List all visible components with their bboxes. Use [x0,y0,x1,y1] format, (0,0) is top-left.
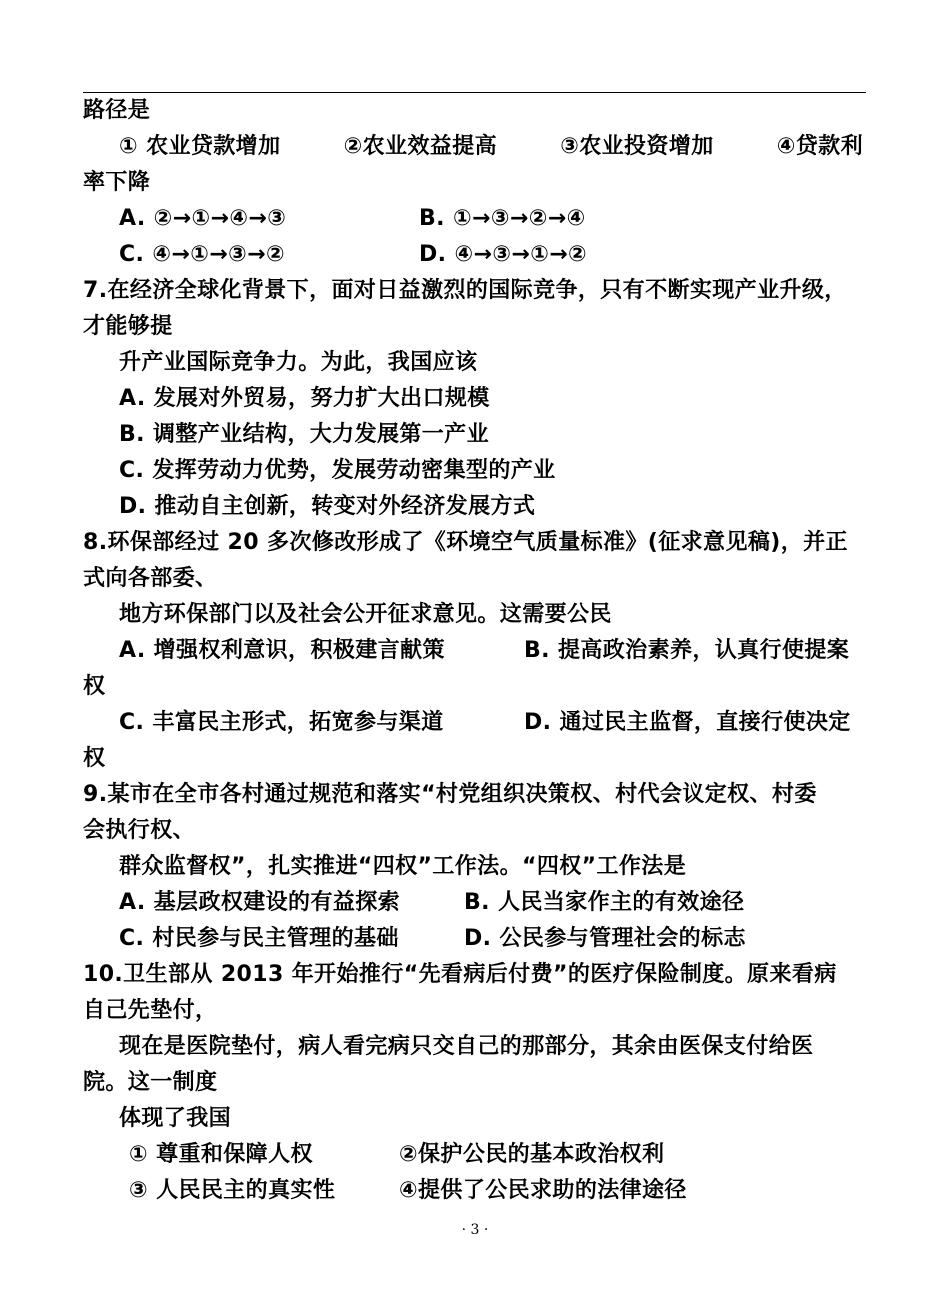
q8-option-c: C. 丰富民主形式，拓宽参与渠道 [119,710,444,735]
q7-stem-line-3: 升产业国际竞争力。为此，我国应该 [119,350,478,375]
page-content [83,93,873,1209]
q8-stem-line-2: 式向各部委、 [83,566,218,591]
q10-items-row-1 [83,1137,873,1173]
q6-option-a: A. ②→①→④→③ [119,206,287,231]
q9-option-c: C. 村民参与民主管理的基础 [119,926,399,951]
q7-stem-line-2: 才能够提 [83,314,173,339]
q6-option-b: B. ①→③→②→④ [419,206,586,231]
q10-stem-line-5: 体现了我国 [119,1106,232,1131]
q6-item-2: ②农业效益提高 [343,134,498,159]
q7-option-c: C. 发挥劳动力优势，发展劳动密集型的产业 [119,458,556,483]
q10-stem-line-4: 院。这一制度 [83,1070,218,1095]
q9-stem-line-3: 群众监督权”，扎实推进“四权”工作法。“四权”工作法是 [119,854,687,879]
q9-option-a: A. 基层政权建设的有益探索 [119,890,401,915]
q10-stem-line-3: 现在是医院垫付，病人看完病只交自己的那部分，其余由医保支付给医 [119,1034,814,1059]
q9-option-d: D. 公民参与管理社会的标志 [464,926,746,951]
q9-stem-line-1: 9.某市在全市各村通过规范和落实“村党组织决策权、村代会议定权、村委 [83,782,817,807]
q7-option-d: D. 推动自主创新，转变对外经济发展方式 [119,494,536,519]
q8-options-row-2 [83,705,873,741]
q6-item-3: ③农业投资增加 [560,134,714,159]
q9-stem-line-2: 会执行权、 [83,818,196,843]
q6-options-row-1 [83,201,873,237]
q10-stem-line-2: 自己先垫付， [83,998,218,1023]
q8-options-row-1 [83,633,873,669]
q6-item-4: ④贷款利 [776,134,863,159]
q8-stem-line-3: 地方环保部门以及社会公开征求意见。这需要公民 [119,602,612,627]
q6-stem-end: 路径是 [83,98,151,123]
q9-option-b: B. 人民当家作主的有效途径 [464,890,745,915]
q10-stem-line-1: 10.卫生部从 2013 年开始推行“先看病后付费”的医疗保险制度。原来看病 [83,962,837,987]
q6-option-c: C. ④→①→③→② [119,242,285,267]
q8-stem-line-1: 8.环保部经过 20 多次修改形成了《环境空气质量标准》(征求意见稿)，并正 [83,530,848,555]
q8-option-b-wrap: 权 [83,674,106,699]
q6-item-1: ① 农业贷款增加 [119,134,281,159]
q10-item-1: ① 尊重和保障人权 [129,1142,313,1167]
q6-options-row-2 [83,237,873,273]
q9-options-row-1 [83,885,873,921]
q10-item-4: ④提供了公民求助的法律途径 [399,1178,687,1203]
q7-option-a: A. 发展对外贸易，努力扩大出口规模 [119,386,490,411]
q10-item-2: ②保护公民的基本政治权利 [399,1142,665,1167]
q8-option-a: A. 增强权利意识，积极建言献策 [119,638,445,663]
q8-option-b: B. 提高政治素养，认真行使提案 [524,638,850,663]
q9-options-row-2 [83,921,873,957]
q10-item-3: ③ 人民民主的真实性 [129,1178,336,1203]
q7-stem-line-1: 7.在经济全球化背景下，面对日益激烈的国际竞争，只有不断实现产业升级， [83,278,847,303]
q8-option-d-wrap: 权 [83,746,106,771]
q10-items-row-2 [83,1173,873,1209]
q6-option-d: D. ④→③→①→② [419,242,588,267]
page-number: · 3 · [461,1222,489,1238]
q7-option-b: B. 调整产业结构，大力发展第一产业 [119,422,489,447]
q6-items-line [83,129,873,165]
q8-option-d: D. 通过民主监督，直接行使决定 [524,710,851,735]
q6-items-wrap: 率下降 [83,170,151,195]
